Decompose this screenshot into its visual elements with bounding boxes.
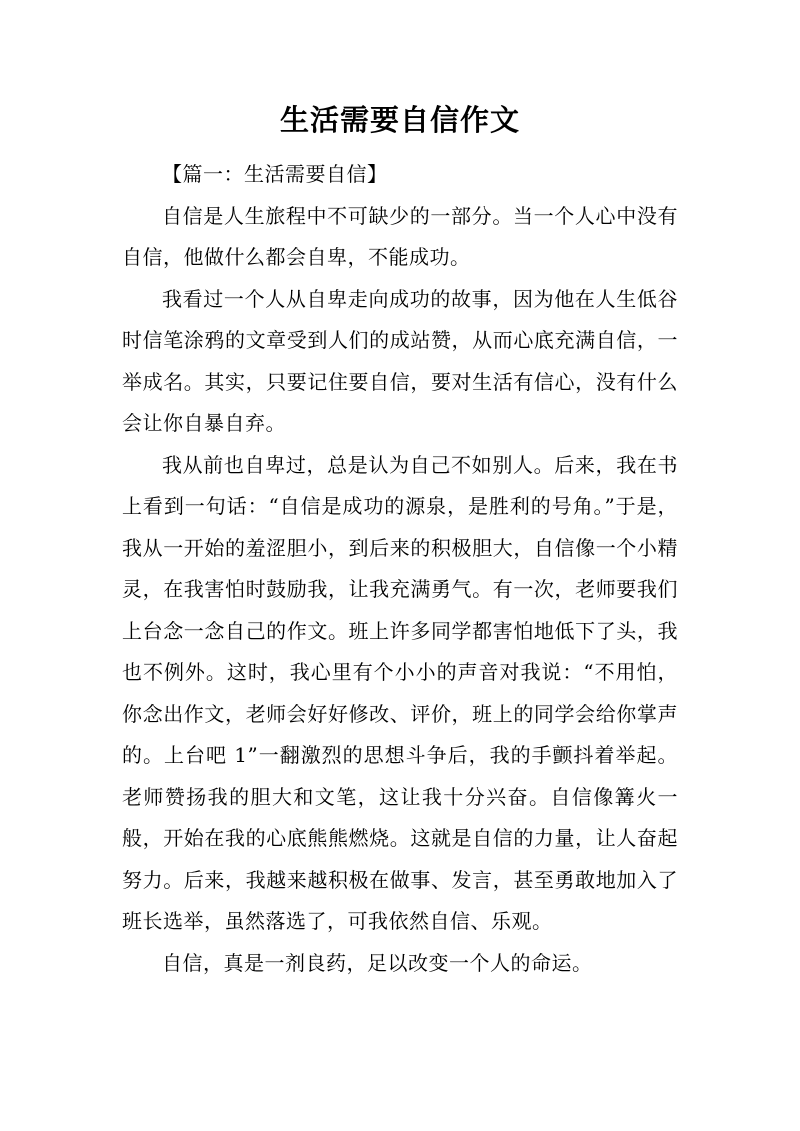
section-heading: 【篇一：生活需要自信】 — [162, 162, 388, 186]
document-body — [122, 154, 678, 984]
paragraph-1: 自信是人生旅程中不可缺少的一部分。当一个人心中没有自信，他做什么都会自卑，不能成功。 — [122, 203, 678, 269]
paragraph-3: 我从前也自卑过，总是认为自己不如别人。后来，我在书上看到一句话：“自信是成功的源泉，是胜利的号角。”于是，我从一开始的羞涩胆小，到后来的积极胆大，自信像一个小精灵，在我害怕时鼓励我，让我充满勇气。有一次，老师要我们上台念一念自己的作文。班上许多同学都害怕地低下了头，我也不例外。这时，我心里有个小小的声音对我说：“不用怕，你念出作文，老师会好好修改、评价，班上的同学会给你掌声的。上台吧 1”一翻激烈的思想斗争后，我的手颤抖着举起。老师赞扬我的胆大和文笔，这让我十分兴奋。自信像篝火一般，开始在我的心底熊熊燃烧。这就是自信的力量，让人奋起努力。后来，我越来越积极在做事、发言，甚至勇敢地加入了班长选举，虽然落选了，可我依然自信、乐观。 — [122, 452, 678, 933]
paragraph-4: 自信，真是一剂良药，足以改变一个人的命运。 — [162, 950, 593, 975]
document-title: 生活需要自信作文 — [279, 103, 520, 137]
paragraph-2: 我看过一个人从自卑走向成功的故事，因为他在人生低谷时信笔涂鸦的文章受到人们的成站赞，从而心底充满自信，一举成名。其实，只要记住要自信，要对生活有信心，没有什么会让你自暴自弃。 — [122, 286, 678, 435]
